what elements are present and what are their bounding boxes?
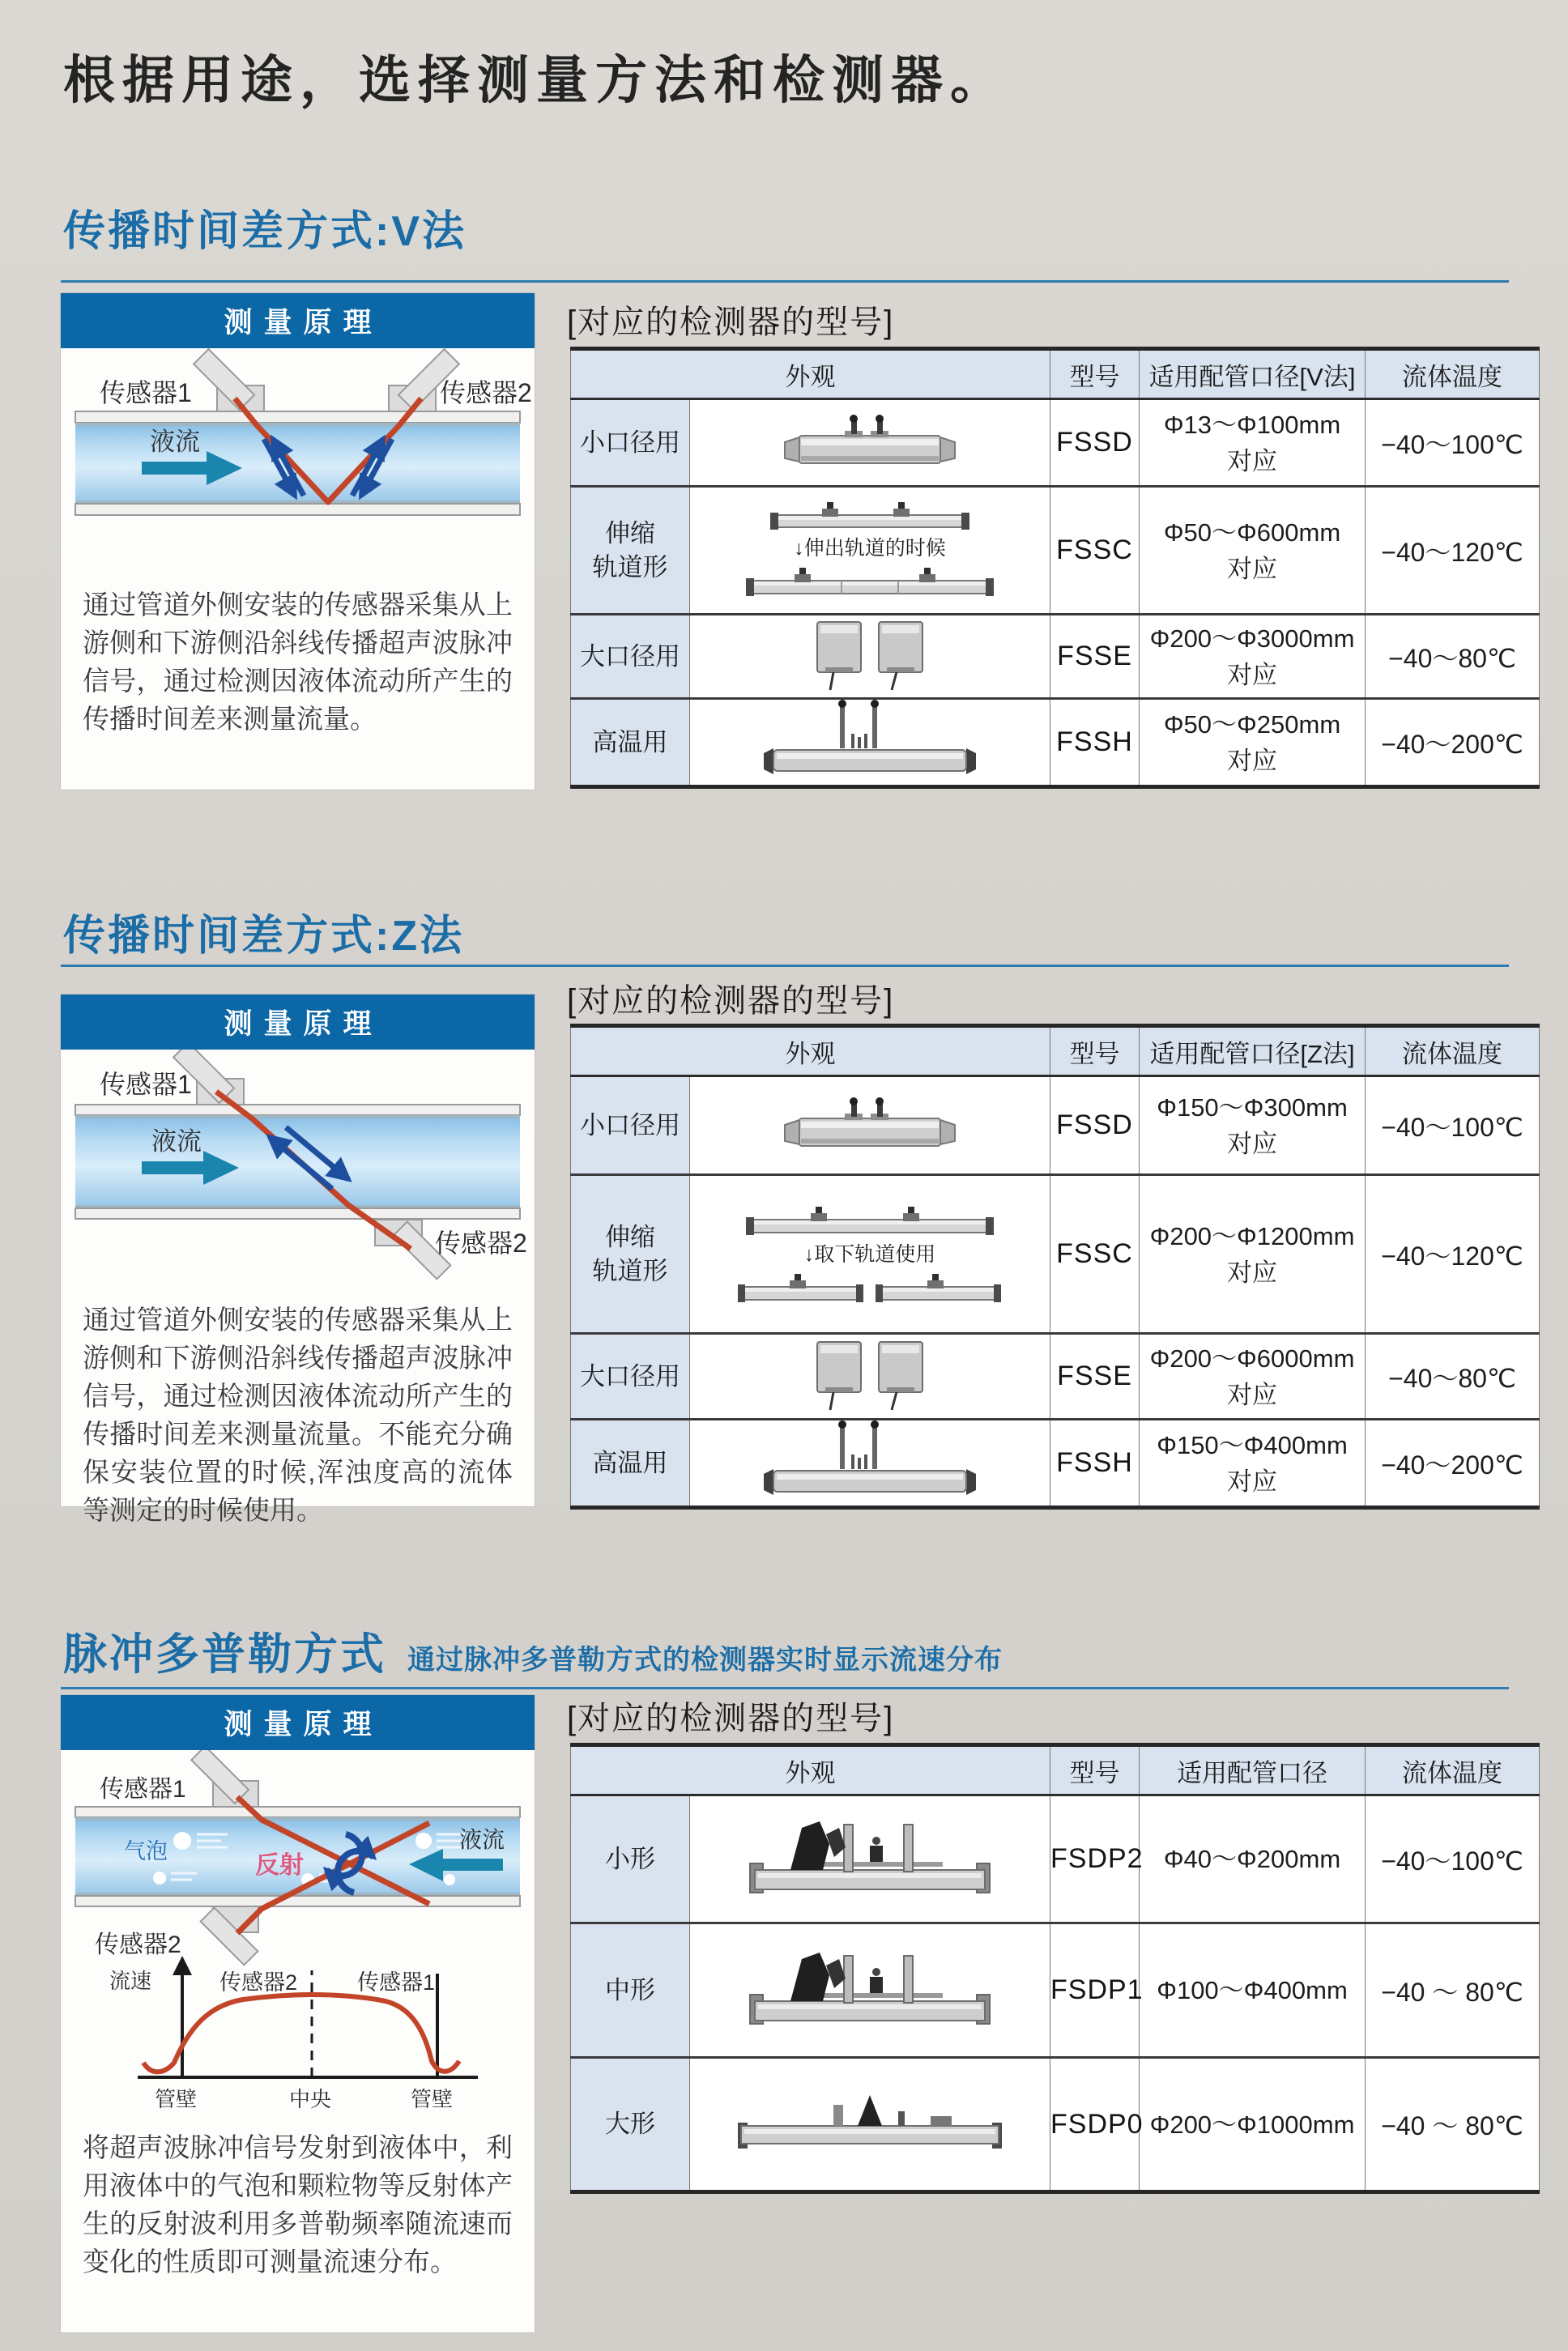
row-model: FSSH xyxy=(1050,1420,1140,1508)
section-heading-v xyxy=(63,197,467,258)
device-image-fsse xyxy=(690,1334,1050,1420)
table-row xyxy=(571,1923,1540,2058)
col-header-temp: 流体温度 xyxy=(1366,349,1540,399)
flow-label: 液流 xyxy=(151,1127,202,1156)
device-image-fssc xyxy=(690,487,1050,615)
pipe-wall-bottom xyxy=(75,504,520,515)
device-image-fssc xyxy=(690,1175,1050,1334)
device-image-fssd xyxy=(690,1076,1050,1175)
device-image-fssh xyxy=(690,1420,1050,1508)
row-model: FSSD xyxy=(1050,1076,1140,1175)
row-temp: −40～80℃ xyxy=(1366,615,1540,699)
row-temp: −40～80℃ xyxy=(1366,1334,1540,1420)
page-title: 根据用途，选择测量方法和检测器。 xyxy=(63,52,1009,109)
profile-x-right-label: 管壁 xyxy=(411,2087,454,2111)
table-row xyxy=(571,1076,1540,1175)
row-category: 高温用 xyxy=(571,1420,690,1508)
row-bore: Φ50～Φ600mm 对应 xyxy=(1140,487,1366,615)
section-rule xyxy=(61,280,1509,283)
sensor1-graphic xyxy=(191,1750,258,1807)
section-heading-text: 脉冲多普勒方式 xyxy=(63,1630,386,1679)
principle-box-doppler xyxy=(61,1695,535,2332)
row-model: FSSE xyxy=(1050,615,1140,699)
device-image-fsse xyxy=(690,615,1050,699)
table-row xyxy=(571,2058,1540,2192)
row-category: 小口径用 xyxy=(571,1076,690,1175)
row-category: 小口径用 xyxy=(571,399,690,487)
table-header-row xyxy=(571,1745,1540,1795)
row-bore: Φ200～Φ1000mm xyxy=(1140,2058,1366,2192)
models-label-v: [对应的检测器的型号] xyxy=(567,305,895,340)
description-text: 将超声波脉冲信号发射到液体中，利用液体中的气泡和颗粒物等反射体产生的反射波利用多普勒频率随流速而变化的性质即可测量流速分布。 xyxy=(83,2132,513,2276)
device-image-fsdp2 xyxy=(690,1795,1050,1923)
sensor2-label: 传感器2 xyxy=(435,1229,527,1258)
table-header-row xyxy=(571,349,1540,399)
device-image-fsdp1 xyxy=(690,1923,1050,2058)
col-header-bore: 适用配管口径 xyxy=(1140,1745,1366,1795)
sensor2-graphic xyxy=(201,1906,258,1965)
section-heading-text: 传播时间差方式:V法 xyxy=(63,208,467,255)
table-row xyxy=(571,699,1540,787)
section-rule xyxy=(61,1687,1509,1689)
pipe-wall-top xyxy=(75,1105,520,1115)
table-row xyxy=(571,1175,1540,1334)
row-bore: Φ200～Φ3000mm 对应 xyxy=(1140,615,1366,699)
row-category: 伸缩 轨道形 xyxy=(571,487,690,615)
row-model: FSDP0 xyxy=(1050,2058,1140,2192)
col-header-bore: 适用配管口径[V法] xyxy=(1140,349,1366,399)
device-image-fsdp0 xyxy=(690,2058,1050,2192)
row-temp: −40 ～ 80℃ xyxy=(1366,2058,1540,2192)
col-header-appearance: 外观 xyxy=(571,1745,1050,1795)
table-row xyxy=(571,487,1540,615)
principle-header: 测量原理 xyxy=(61,994,535,1050)
bubble-label: 气泡 xyxy=(124,1839,168,1863)
models-label-z: [对应的检测器的型号] xyxy=(567,983,895,1019)
row-temp: −40～120℃ xyxy=(1366,487,1540,615)
row-bore: Φ50～Φ250mm 对应 xyxy=(1140,699,1366,787)
col-header-model: 型号 xyxy=(1050,1026,1140,1076)
reflect-label: 反射 xyxy=(255,1852,304,1879)
row-model: FSDP2 xyxy=(1050,1795,1140,1923)
row-model: FSSC xyxy=(1050,487,1140,615)
profile-y-label: 流速 xyxy=(109,1969,152,1993)
row-category: 小形 xyxy=(571,1795,690,1923)
row-temp: −40～120℃ xyxy=(1366,1175,1540,1334)
profile-sensor2-label: 传感器2 xyxy=(219,1970,298,1995)
device-image-fssh xyxy=(690,699,1050,787)
col-header-temp: 流体温度 xyxy=(1366,1745,1540,1795)
models-table-doppler xyxy=(570,1743,1540,2194)
row-temp: −40～100℃ xyxy=(1366,399,1540,487)
row-bore: Φ100～Φ400mm xyxy=(1140,1923,1366,2058)
section-rule xyxy=(61,965,1509,967)
row-temp: −40 ～ 80℃ xyxy=(1366,1923,1540,2058)
row-temp: −40～200℃ xyxy=(1366,699,1540,787)
row-category: 高温用 xyxy=(571,699,690,787)
row-model: FSSH xyxy=(1050,699,1140,787)
principle-box-z xyxy=(61,994,535,1525)
row-category: 大形 xyxy=(571,2058,690,2192)
pipe-wall-bottom xyxy=(75,1208,520,1219)
device-image-fssd xyxy=(690,399,1050,487)
col-header-model: 型号 xyxy=(1050,349,1140,399)
row-bore: Φ13～Φ100mm 对应 xyxy=(1140,399,1366,487)
sensor1-label: 传感器1 xyxy=(100,1070,192,1099)
row-model: FSSD xyxy=(1050,399,1140,487)
flow-label: 液流 xyxy=(150,428,200,456)
row-model: FSDP1 xyxy=(1050,1923,1140,2058)
pipe-wall-top xyxy=(75,1807,520,1817)
description-text: 通过管道外侧安装的传感器采集从上游侧和下游侧沿斜线传播超声波脉冲信号，通过检测因液体流动所产生的传播时间差来测量流量。不能充分确保安装位置的时候,浑浊度高的流体等测定的时候使用。 xyxy=(83,1305,513,1525)
row-bore: Φ150～Φ300mm 对应 xyxy=(1140,1076,1366,1175)
velocity-profile-curve xyxy=(143,1995,459,2072)
section-heading-text: 传播时间差方式:Z法 xyxy=(63,913,465,960)
z-method-diagram xyxy=(61,1050,535,1288)
table-row xyxy=(571,615,1540,699)
models-table-z xyxy=(570,1024,1540,1510)
row-category: 大口径用 xyxy=(571,615,690,699)
pipe-wall-top xyxy=(75,411,520,423)
rail-note: ↓伸出轨道的时候 xyxy=(794,536,946,560)
row-bore: Φ200～Φ6000mm 对应 xyxy=(1140,1334,1366,1420)
section-heading-z xyxy=(63,901,464,962)
profile-sensor1-label: 传感器1 xyxy=(357,1970,436,1995)
table-row xyxy=(571,1334,1540,1420)
col-header-appearance: 外观 xyxy=(571,349,1050,399)
row-bore: Φ40～Φ200mm xyxy=(1140,1795,1366,1923)
principle-header: 测量原理 xyxy=(61,1695,535,1750)
description-text: 通过管道外侧安装的传感器采集从上游侧和下游侧沿斜线传播超声波脉冲信号，通过检测因液体流动所产生的传播时间差来测量流量。 xyxy=(83,590,513,734)
row-bore: Φ150～Φ400mm 对应 xyxy=(1140,1420,1366,1508)
flow-label: 液流 xyxy=(459,1827,505,1852)
section-subtitle: 通过脉冲多普勒方式的检测器实时显示流速分布 xyxy=(407,1645,1003,1676)
velocity-profile-chart xyxy=(109,1956,478,2111)
section-heading-doppler xyxy=(63,1620,1003,1682)
profile-x-center-label: 中央 xyxy=(289,2087,332,2111)
rail-note: ↓取下轨道使用 xyxy=(803,1242,936,1266)
col-header-appearance: 外观 xyxy=(571,1026,1050,1076)
sensor2-label: 传感器2 xyxy=(440,378,532,407)
v-method-diagram xyxy=(61,348,535,573)
pipe-wall-bottom xyxy=(75,1896,520,1906)
principle-box-v xyxy=(61,293,535,790)
row-category: 大口径用 xyxy=(571,1334,690,1420)
table-row xyxy=(571,1795,1540,1923)
models-label-doppler: [对应的检测器的型号] xyxy=(567,1701,895,1736)
doppler-diagram xyxy=(61,1750,535,2116)
row-bore: Φ200～Φ1200mm 对应 xyxy=(1140,1175,1366,1334)
sensor1-label: 传感器1 xyxy=(100,378,192,407)
row-category: 中形 xyxy=(571,1923,690,2058)
table-row xyxy=(571,1420,1540,1508)
row-model: FSSC xyxy=(1050,1175,1140,1334)
row-model: FSSE xyxy=(1050,1334,1140,1420)
row-temp: −40～100℃ xyxy=(1366,1795,1540,1923)
sensor1-graphic xyxy=(194,349,264,411)
table-row xyxy=(571,399,1540,487)
row-category: 伸缩 轨道形 xyxy=(571,1175,690,1334)
principle-header: 测量原理 xyxy=(61,293,535,348)
col-header-model: 型号 xyxy=(1050,1745,1140,1795)
sensor1-label: 传感器1 xyxy=(100,1776,186,1803)
models-table-v xyxy=(570,347,1540,789)
profile-x-left-label: 管壁 xyxy=(155,2087,198,2111)
col-header-bore: 适用配管口径[Z法] xyxy=(1140,1026,1366,1076)
row-temp: −40～200℃ xyxy=(1366,1420,1540,1508)
sensor2-label: 传感器2 xyxy=(95,1931,181,1958)
row-temp: −40～100℃ xyxy=(1366,1076,1540,1175)
col-header-temp: 流体温度 xyxy=(1366,1026,1540,1076)
table-header-row xyxy=(571,1026,1540,1076)
